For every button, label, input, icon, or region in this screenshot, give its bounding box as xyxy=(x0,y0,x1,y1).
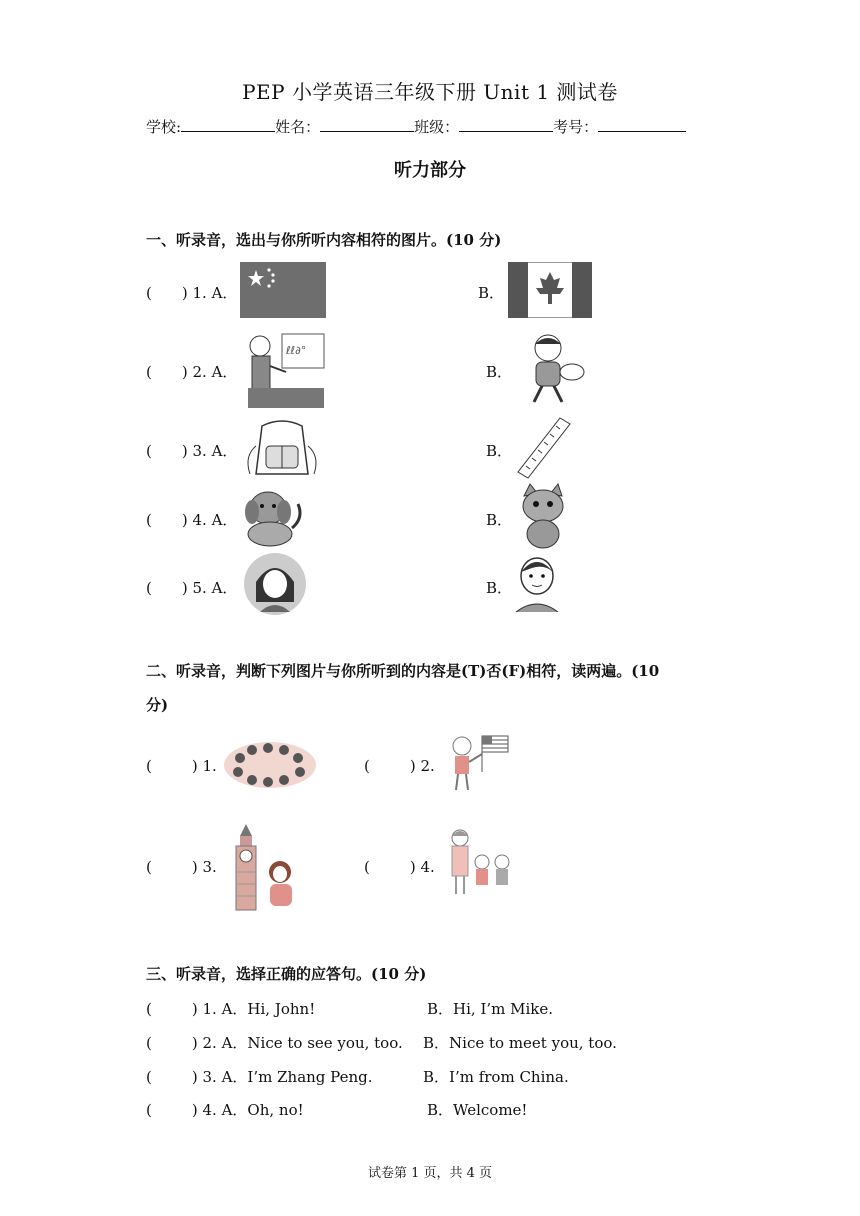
class-label: 班级： xyxy=(414,118,460,136)
s3-q4-b: B．Welcome! xyxy=(427,1101,528,1119)
china-flag-image[interactable] xyxy=(240,262,326,318)
svg-text:ℓℓ∂°: ℓℓ∂° xyxy=(286,344,307,357)
s3-q1-b: B．Hi, I’m Mike. xyxy=(427,1000,554,1018)
dog-image[interactable] xyxy=(240,484,308,548)
section2-heading-line1: 二、听录音，判断下列图片与你所听到的内容是(T)否(F)相符，读两遍。(10 xyxy=(146,662,660,680)
backpack-image[interactable] xyxy=(240,416,324,480)
s3-q1-label: ( ) 1. A．Hi, John! xyxy=(146,1000,316,1018)
boy-usa-flag-image[interactable] xyxy=(446,732,512,796)
name-blank[interactable] xyxy=(320,117,414,132)
student-info-line xyxy=(146,116,686,137)
s2-q4-label: ( ) 4. xyxy=(364,858,435,876)
s1-q3-label: ( ) 3. A． xyxy=(146,442,238,460)
boy-student-image[interactable] xyxy=(514,332,588,408)
s3-q2-b: B．Nice to meet you, too. xyxy=(423,1034,617,1052)
boy-image[interactable] xyxy=(514,554,560,612)
s2-q1-label: ( ) 1. xyxy=(146,757,217,775)
school-blank[interactable] xyxy=(181,117,275,132)
ruler-image[interactable] xyxy=(516,416,572,480)
section2-heading-line2: 分) xyxy=(146,696,169,714)
number-label: 考号： xyxy=(553,118,599,136)
page-footer: 试卷第 1 页，共 4 页 xyxy=(367,1166,493,1181)
teacher-image[interactable] xyxy=(240,332,326,408)
girl-image[interactable] xyxy=(242,552,308,616)
section3-heading: 三、听录音，选择正确的应答句。(10 分) xyxy=(146,965,427,983)
s3-q3-b: B．I’m from China. xyxy=(423,1068,569,1086)
s1-q5-label: ( ) 5. A． xyxy=(146,579,238,597)
teacher-children-image[interactable] xyxy=(444,826,516,896)
s1-q2-label: ( ) 2. A． xyxy=(146,363,238,381)
children-circle-image[interactable] xyxy=(222,740,318,790)
s1-q3-b: B． xyxy=(486,442,513,460)
s1-q1-label: ( ) 1. A． xyxy=(146,284,238,302)
s2-q2-label: ( ) 2. xyxy=(364,757,435,775)
s1-q5-b: B． xyxy=(486,579,513,597)
s1-q1-b: B． xyxy=(478,284,505,302)
class-blank[interactable] xyxy=(459,117,553,132)
s2-q3-label: ( ) 3. xyxy=(146,858,217,876)
s3-q2-label: ( ) 2. A．Nice to see you, too. xyxy=(146,1034,403,1052)
canada-flag-image[interactable] xyxy=(508,262,592,318)
section1-heading: 一、听录音，选出与你所听内容相符的图片。(10 分) xyxy=(146,231,502,249)
big-ben-girl-image[interactable] xyxy=(230,822,306,912)
school-label: 学校: xyxy=(146,118,182,136)
s3-q3-label: ( ) 3. A．I’m Zhang Peng. xyxy=(146,1068,373,1086)
s1-q4-label: ( ) 4. A． xyxy=(146,511,238,529)
cat-image[interactable] xyxy=(514,482,574,552)
name-label: 姓名： xyxy=(275,118,321,136)
number-blank[interactable] xyxy=(598,117,686,132)
page-title: PEP 小学英语三年级下册 Unit 1 测试卷 xyxy=(242,80,618,104)
section-subtitle: 听力部分 xyxy=(394,160,466,181)
s1-q4-b: B． xyxy=(486,511,513,529)
s3-q4-label: ( ) 4. A．Oh, no! xyxy=(146,1101,304,1119)
s1-q2-b: B． xyxy=(486,363,513,381)
